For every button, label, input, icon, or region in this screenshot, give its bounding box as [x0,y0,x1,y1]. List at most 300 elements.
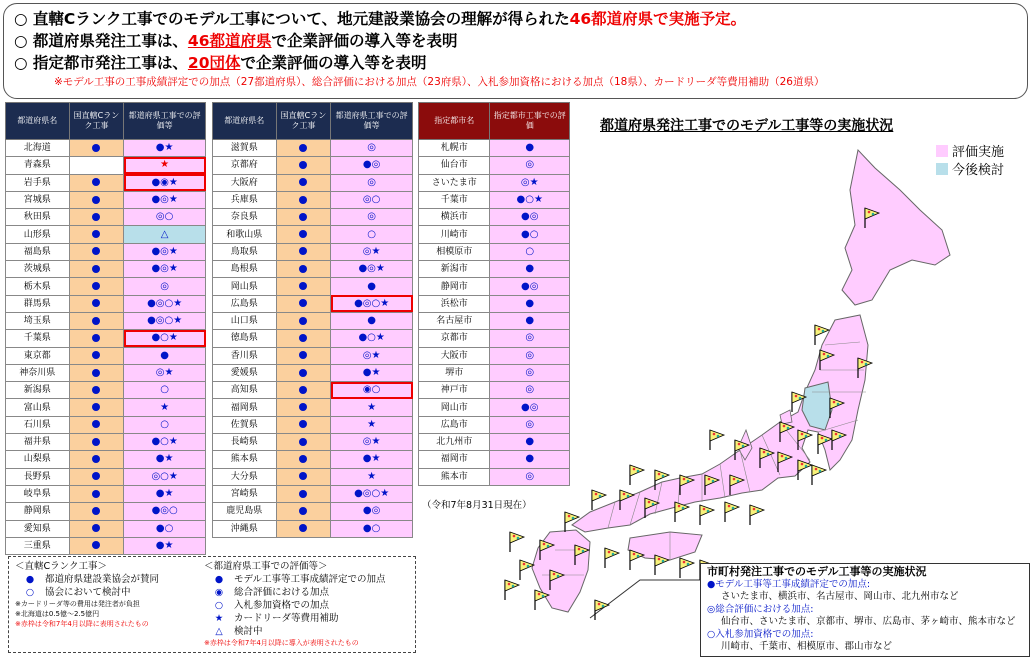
city-name: 熊本市 [419,468,490,485]
eval-symbols: ●◎○ [151,505,178,517]
c-rank-dot-icon [299,334,307,342]
c-rank-dot-icon [299,144,307,152]
c-rank-dot-icon [299,299,307,307]
table-row [6,537,206,554]
eval-symbols: ★ [367,401,377,413]
table-row [213,451,413,468]
eval-cell [331,520,413,537]
table-row [6,330,206,347]
flag-icon [798,460,812,480]
table-row [6,364,206,381]
table-row [213,364,413,381]
legend-label: カードリーダ等費用補助 [234,613,339,624]
c-rank-cell [276,347,331,364]
city-name: 横浜市 [419,209,490,226]
c-rank-dot-icon [92,265,100,273]
table-row [6,503,206,520]
c-rank-cell [69,503,124,520]
city-eval-symbols: ◎ [525,349,535,361]
flag-icon [700,505,714,525]
prefecture-name: 鳥取県 [213,243,277,260]
c-rank-dot-icon [92,230,100,238]
table-row [213,243,413,260]
eval-symbols: ●○ [155,522,174,534]
c-rank-dot-icon [299,265,307,273]
prefecture-name: 群馬県 [6,295,70,312]
municipal-cat-2: ◎総合評価における加点: [707,603,814,615]
c-rank-cell [276,416,331,433]
prefecture-name: 岡山県 [213,278,277,295]
eval-symbols: ●◎★ [151,245,178,257]
c-rank-cell [69,382,124,399]
c-rank-cell [69,226,124,243]
prefecture-name: 福岡県 [213,399,277,416]
c-rank-cell [276,503,331,520]
city-name: 岡山市 [419,399,490,416]
city-name: 神戸市 [419,382,490,399]
prefecture-name: 大分県 [213,468,277,485]
map-sado [780,410,792,424]
prefecture-name: 熊本県 [213,451,277,468]
eval-cell [124,243,206,260]
c-rank-cell [69,261,124,278]
table-row [213,503,413,520]
eval-cell [124,312,206,329]
eval-cell [124,157,206,174]
eval-symbols: ● [367,280,377,292]
flag-icon [812,465,826,485]
legend-label: 協会において検討中 [45,587,131,598]
eval-cell [331,451,413,468]
legend-symbol-icon: ○ [214,600,224,611]
table-row [6,278,206,295]
date-note: （令和7年8月31日現在） [422,500,532,511]
c-rank-dot-icon [299,178,307,186]
eval-cell [331,295,413,312]
municipal-status-box [700,563,1030,657]
eval-cell [331,209,413,226]
municipal-list-3: 川崎市、千葉市、相模原市、郡山市など [721,641,893,652]
legend-label: 都道府県建設業協会が賛同 [45,574,160,585]
legend-pref-eval [204,560,414,648]
eval-cell [331,278,413,295]
c-rank-dot-icon [92,178,100,186]
eval-cell [331,416,413,433]
prefecture-name: 宮崎県 [213,485,277,502]
c-rank-cell [69,468,124,485]
eval-cell [124,191,206,208]
table-row [6,347,206,364]
eval-symbols: ●◎ [362,505,381,517]
header-summary-box [3,3,1028,99]
c-rank-cell [276,174,331,191]
prefecture-name: 神奈川県 [6,364,70,381]
table-row [6,382,206,399]
legend-label: モデル工事等工事成績評定での加点 [234,574,386,585]
eval-symbols: ●★ [155,488,174,500]
c-rank-cell [276,243,331,260]
prefecture-name: 千葉県 [6,330,70,347]
legend-item [204,625,414,638]
table-row [213,261,413,278]
eval-cell [124,140,206,157]
city-name: 広島市 [419,416,490,433]
prefecture-name: 石川県 [6,416,70,433]
prefecture-name: 宮城県 [6,191,70,208]
c-rank-cell [69,416,124,433]
city-eval-symbols: ●○★ [516,194,543,206]
table-row [213,399,413,416]
c-rank-dot-icon [92,282,100,290]
legend-pref-eval-title: ＜都道府県工事での評価等＞ [204,561,328,572]
eval-cell [124,485,206,502]
c-rank-cell [69,140,124,157]
c-rank-dot-icon [92,455,100,463]
c-rank-dot-icon [299,196,307,204]
table-row [213,312,413,329]
municipal-status-title: 市町村発注工事でのモデル工事等の実施状況 [707,565,927,578]
eval-cell [124,451,206,468]
c-rank-dot-icon [299,351,307,359]
flag-icon [680,558,694,578]
header-note: ※モデル工事の工事成績評定での加点（27都道府県）、総合評価における加点（23府県）、入札参加資格における加点（18県）、カードリーダ等費用補助（26道県） [54,76,825,88]
table-row [213,520,413,537]
municipal-list-1: さいたま市、横浜市、名古屋市、岡山市、北九州市など [721,591,959,602]
eval-symbols: ●◎ [362,159,381,171]
legend-label: 検討中 [234,626,263,637]
prefecture-name: 京都府 [213,157,277,174]
municipal-cat-1: ●モデル工事等工事成績評定での加点: [707,578,871,590]
eval-symbols: ●★ [155,453,174,465]
eval-symbols: ★ [160,401,170,413]
c-rank-cell [69,347,124,364]
prefecture-name: 長野県 [6,468,70,485]
prefecture-name: 島根県 [213,261,277,278]
city-name: 京都市 [419,330,490,347]
c-rank-cell [276,399,331,416]
c-rank-cell [69,191,124,208]
prefecture-name: 山形県 [6,226,70,243]
prefecture-name: 秋田県 [6,209,70,226]
city-name: 相模原市 [419,243,490,260]
col-header-eval: 都道府県工事での評価等 [124,103,206,140]
eval-cell [331,485,413,502]
prefecture-name: 岩手県 [6,174,70,191]
c-rank-dot-icon [299,490,307,498]
c-rank-dot-icon [299,455,307,463]
table-row [6,416,206,433]
table-row [213,174,413,191]
city-eval-symbols: ●◎ [521,211,539,223]
table-row [213,209,413,226]
city-name: 大阪市 [419,347,490,364]
table-row [213,278,413,295]
table-row [6,434,206,451]
city-eval-symbols: ◎★ [520,176,539,188]
city-eval-symbols: ● [525,436,535,448]
c-rank-cell [276,140,331,157]
legend-item [204,612,414,625]
city-name: 静岡市 [419,278,490,295]
eval-cell [331,434,413,451]
prefecture-name: 兵庫県 [213,191,277,208]
eval-cell [331,174,413,191]
legend-label: 総合評価における加点 [234,587,330,598]
eval-cell [331,399,413,416]
eval-cell [124,503,206,520]
prefecture-name: 長崎県 [213,434,277,451]
eval-symbols: ◎ [367,142,377,154]
c-rank-dot-icon [92,369,100,377]
eval-cell [124,537,206,554]
table-row [6,399,206,416]
prefecture-name: 沖縄県 [213,520,277,537]
eval-symbols: ★ [160,159,170,171]
c-rank-dot-icon [299,386,307,394]
city-eval-symbols: ◎ [525,470,535,482]
c-rank-cell [276,520,331,537]
eval-symbols: ◎★ [362,245,381,257]
c-rank-dot-icon [299,438,307,446]
eval-cell [124,330,206,347]
eval-symbols: ●○★ [151,332,178,344]
c-rank-cell [69,434,124,451]
c-rank-cell [276,312,331,329]
header-line-1: ○ 直轄Cランク工事でのモデル工事について、地元建設業協会の理解が得られた46都道府県で実施予定。 [14,10,747,28]
city-name: 札幌市 [419,140,490,157]
eval-cell [331,261,413,278]
eval-symbols: ●★ [155,539,174,551]
c-rank-cell [69,399,124,416]
prefecture-name: 奈良県 [213,209,277,226]
eval-cell [331,364,413,381]
prefecture-name: 愛媛県 [213,364,277,381]
city-eval-symbols: ● [525,297,535,309]
c-rank-dot-icon [92,386,100,394]
eval-symbols: ○ [160,384,170,396]
c-rank-dot-icon [92,196,100,204]
c-rank-dot-icon [92,247,100,255]
c-rank-dot-icon [299,420,307,428]
flag-icon [675,502,689,522]
city-eval-symbols: ●◎ [521,280,539,292]
eval-symbols: ◎ [160,280,170,292]
flag-icon [510,532,524,552]
c-rank-dot-icon [299,213,307,221]
legend-symbol-icon: ● [214,574,224,585]
prefecture-name: 岐阜県 [6,485,70,502]
eval-symbols: ◎○ [362,194,381,206]
city-eval-symbols: ◎ [525,332,535,344]
legend-item [204,586,414,599]
c-rank-dot-icon [92,334,100,342]
japan-map [480,130,1030,620]
prefecture-name: 徳島県 [213,330,277,347]
city-name: 堺市 [419,364,490,381]
eval-cell [331,347,413,364]
c-rank-cell [69,278,124,295]
eval-cell [331,382,413,399]
eval-symbols: ●◎○★ [147,315,183,327]
prefecture-name: 大阪府 [213,174,277,191]
c-rank-dot-icon [92,490,100,498]
table-row [6,140,206,157]
prefecture-name: 和歌山県 [213,226,277,243]
prefecture-name: 栃木県 [6,278,70,295]
c-rank-dot-icon [299,524,307,532]
city-eval-symbols: ● [525,263,535,275]
prefecture-name: 鹿児島県 [213,503,277,520]
eval-cell [124,364,206,381]
c-rank-dot-icon [299,507,307,515]
c-rank-cell [276,434,331,451]
eval-symbols: ◎★ [155,367,174,378]
prefecture-name: 北海道 [6,140,70,157]
city-eval-symbols: ○ [525,245,535,257]
eval-cell [331,468,413,485]
table-row [213,468,413,485]
col-header-city-eval: 指定都市工事での評価 [490,103,570,140]
eval-cell [331,191,413,208]
eval-cell [331,330,413,347]
city-name: 仙台市 [419,157,490,174]
eval-symbols: ●◎★ [151,194,178,206]
c-rank-cell [276,330,331,347]
eval-symbols: ●◎○★ [354,297,390,309]
flag-icon [505,580,519,600]
eval-symbols: ◎★ [362,349,381,361]
c-rank-dot-icon [92,213,100,221]
legend-symbol-icon: ★ [214,613,224,624]
eval-symbols: ● [160,349,170,361]
city-name: 福岡市 [419,451,490,468]
flag-icon [520,560,534,580]
eval-cell [331,226,413,243]
eval-symbols: ●★ [362,453,381,465]
legend-item [15,573,205,586]
header-line-2: ○ 都道府県発注工事は、46都道府県で企業評価の導入等を表明 [14,32,458,50]
eval-cell [124,295,206,312]
eval-cell [124,226,206,243]
eval-symbols: ● [367,315,377,327]
eval-symbols: ★ [367,418,377,430]
c-rank-dot-icon [92,541,100,549]
c-rank-cell [69,243,124,260]
legend-item [15,586,205,599]
legend-red-note-right: ※赤枠は令和7年4月以降に導入が表明されたもの [204,639,359,647]
c-rank-dot-icon [92,420,100,428]
eval-symbols: ●◎★ [358,263,385,275]
prefecture-name: 茨城県 [6,261,70,278]
c-rank-dot-icon [299,472,307,480]
table-row [213,157,413,174]
c-rank-cell [69,312,124,329]
table-row [213,140,413,157]
eval-cell [331,157,413,174]
city-eval-symbols: ● [525,453,535,465]
eval-symbols: ●★ [362,367,381,378]
table-row [213,434,413,451]
prefecture-name: 福井県 [6,434,70,451]
legend-note-1: ※カードリーダ等の費用は発注者が負担 [15,600,140,608]
c-rank-dot-icon [92,351,100,359]
city-name: 名古屋市 [419,312,490,329]
prefecture-name: 愛知県 [6,520,70,537]
table-row [6,295,206,312]
city-eval-symbols: ●◎ [521,401,539,413]
eval-symbols: ◎○ [155,211,174,223]
table-row [6,209,206,226]
legend-red-note-left: ※赤枠は令和7年4月以降に表明されたもの [15,620,149,628]
city-eval-symbols: ◎ [525,384,535,396]
prefecture-table-left [5,102,206,555]
c-rank-cell [69,364,124,381]
eval-symbols: ●○ [362,522,381,534]
eval-symbols: ●★ [155,142,174,154]
c-rank-dot-icon [299,230,307,238]
c-rank-cell [276,364,331,381]
prefecture-name: 新潟県 [6,382,70,399]
eval-cell [331,243,413,260]
table-row [6,157,206,174]
eval-symbols: ○ [367,228,377,240]
c-rank-cell [276,209,331,226]
c-rank-dot-icon [92,403,100,411]
city-eval-symbols: ◎ [525,159,535,171]
prefecture-name: 東京都 [6,347,70,364]
c-rank-dot-icon [299,369,307,377]
city-name: 千葉市 [419,191,490,208]
city-eval-symbols: ●○ [521,228,539,240]
c-rank-dot-icon [299,161,307,169]
eval-symbols: ●◎○★ [147,297,183,309]
col-header-c-rank: 国直轄Cランク工事 [276,103,331,140]
c-rank-cell [69,295,124,312]
c-rank-cell [276,451,331,468]
prefecture-name: 福島県 [6,243,70,260]
table-row [213,485,413,502]
city-name: 北九州市 [419,434,490,451]
c-rank-cell [69,209,124,226]
c-rank-cell [69,520,124,537]
c-rank-dot-icon [92,472,100,480]
eval-symbols: ●○★ [358,332,385,344]
legend-label-eval: 評価実施 [952,145,1005,160]
c-rank-cell [276,278,331,295]
table-row [213,416,413,433]
c-rank-dot-icon [92,317,100,325]
prefecture-name: 富山県 [6,399,70,416]
flag-icon [630,465,644,485]
c-rank-cell [276,261,331,278]
table-row [6,191,206,208]
c-rank-cell [276,485,331,502]
eval-cell [124,209,206,226]
c-rank-cell [69,157,124,174]
prefecture-name: 香川県 [213,347,277,364]
eval-symbols: ●○★ [151,436,178,448]
prefecture-name: 広島県 [213,295,277,312]
flag-icon [710,430,724,450]
symbol-legend-box [8,556,416,653]
eval-symbols: ●◉★ [151,176,178,188]
c-rank-dot-icon [92,438,100,446]
map-inset-divider [590,580,710,618]
col-header-prefecture: 都道府県名 [213,103,277,140]
legend-label: 入札参加資格での加点 [234,600,330,611]
legend-label-future: 今後検討 [952,163,1005,178]
eval-cell [124,278,206,295]
